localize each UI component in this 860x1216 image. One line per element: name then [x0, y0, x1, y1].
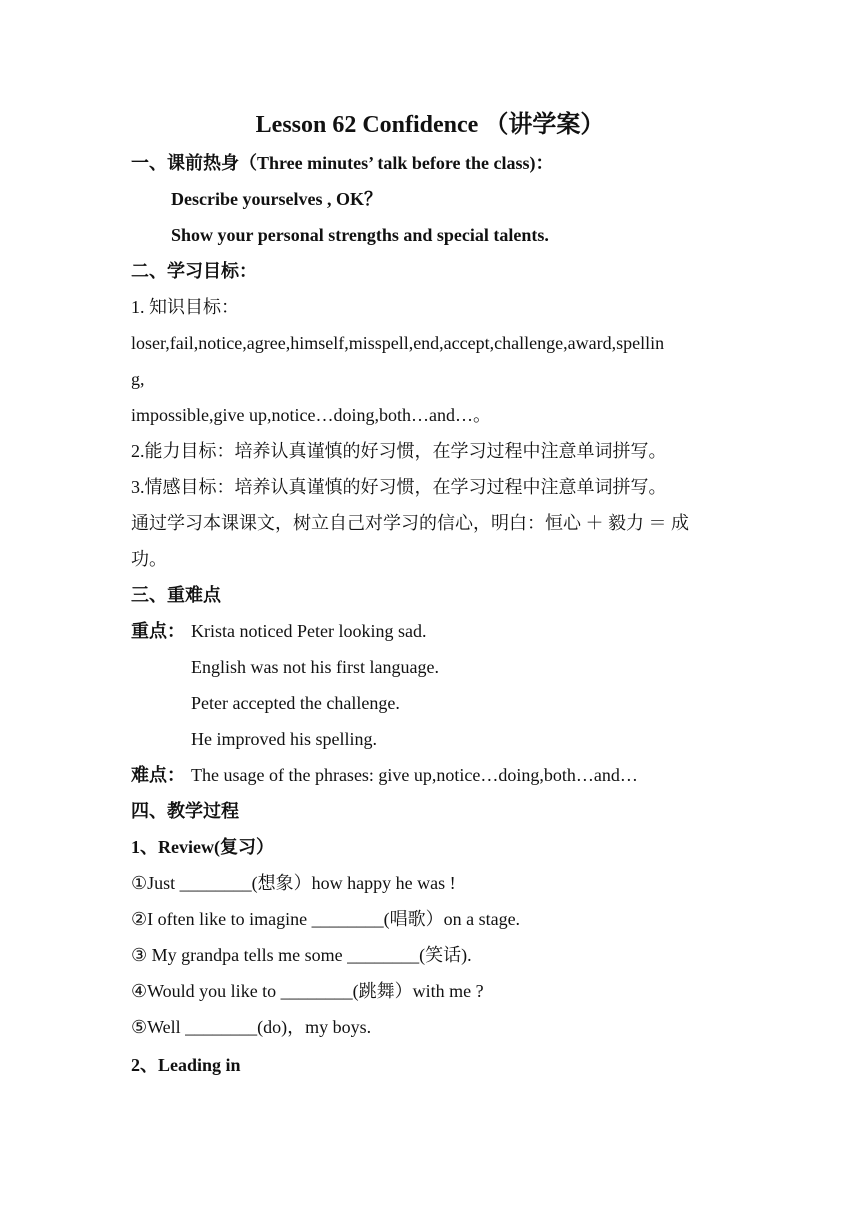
review-exercise-5: ⑤Well ________(do)，my boys.	[131, 1017, 372, 1037]
key-point-2: English was not his first language.	[191, 657, 439, 677]
objective-words-line-1: loser,fail,notice,agree,himself,misspell,end,accept,challenge,award,spellin	[131, 333, 665, 353]
key-points-label: 重点：	[131, 621, 185, 641]
objective-words-line-3: impossible,give up,notice…doing,both…and…。	[131, 405, 491, 425]
objective-knowledge-label: 1. 知识目标：	[131, 297, 239, 317]
section-heading-process: 四、教学过程	[131, 801, 239, 821]
objective-emotion-line-2: 通过学习本课课文，树立自己对学习的信心，明白：恒心 ＋ 毅力 ＝ 成	[131, 513, 689, 533]
review-exercise-2: ②I often like to imagine ________(唱歌）on a stage.	[131, 909, 521, 929]
objective-emotion: 3.情感目标：培养认真谨慎的好习惯，在学习过程中注意单词拼写。	[131, 477, 667, 497]
difficult-points-label: 难点：	[131, 765, 185, 785]
key-point-1: Krista noticed Peter looking sad.	[191, 621, 427, 641]
objective-emotion-line-3: 功。	[131, 549, 167, 569]
key-point-4: He improved his spelling.	[191, 729, 377, 749]
review-exercise-3: ③ My grandpa tells me some ________(笑话).	[131, 945, 472, 965]
review-exercise-4: ④Would you like to ________(跳舞）with me ?	[131, 981, 484, 1001]
objective-ability: 2.能力目标：培养认真谨慎的好习惯，在学习过程中注意单词拼写。	[131, 441, 667, 461]
section-heading-warmup: 一、课前热身（Three minutes’ talk before the class)：	[131, 153, 554, 173]
warmup-line-2: Show your personal strengths and special talents.	[171, 225, 549, 245]
review-heading: 1、Review(复习）	[131, 837, 274, 857]
section-heading-objectives: 二、学习目标：	[131, 261, 257, 281]
difficult-point-text: The usage of the phrases: give up,notice…doing,both…and…	[191, 765, 638, 785]
page-title: Lesson 62 Confidence （讲学案）	[255, 112, 605, 138]
leading-in-heading: 2、Leading in	[131, 1055, 241, 1075]
objective-words-line-2: g,	[131, 369, 145, 389]
section-heading-key-points: 三、重难点	[131, 585, 221, 605]
warmup-line-1: Describe yourselves , OK？	[171, 189, 382, 209]
review-exercise-1: ①Just ________(想象）how happy he was !	[131, 873, 456, 893]
key-point-3: Peter accepted the challenge.	[191, 693, 400, 713]
